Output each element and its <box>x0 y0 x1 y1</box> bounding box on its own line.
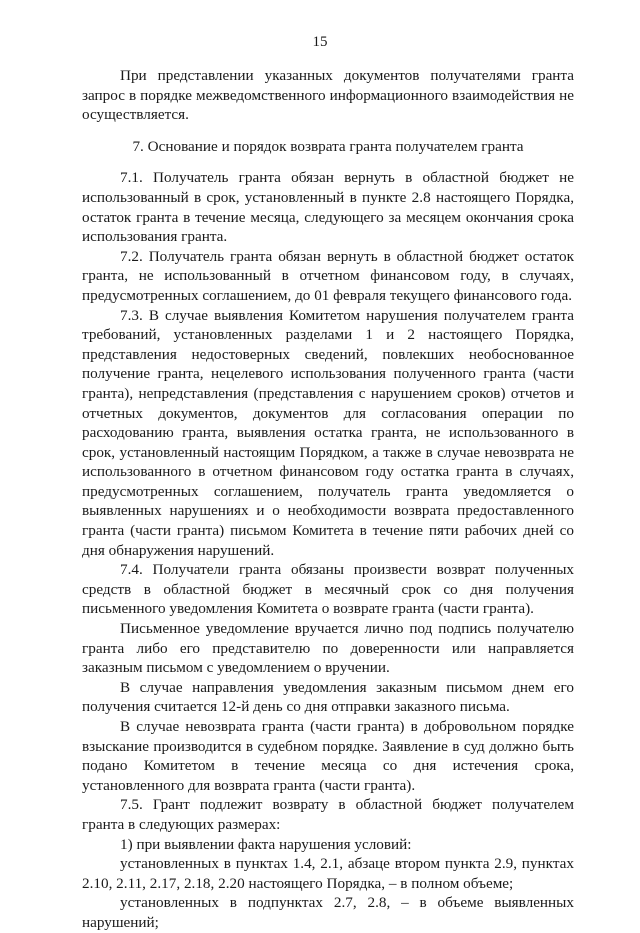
list-item-full: установленных в пунктах 1.4, 2.1, абзаце втором пункта 2.9, пунктах 2.10, 2.11, 2.17, 2.18, 2.20 настоящего Порядка, – в полном объеме; <box>82 855 574 892</box>
paragraph-intro: При представлении указанных документов получателями гранта запрос в порядке межведомственного информационного взаимодействия не осуществляется. <box>82 67 574 124</box>
paragraph-7-2: 7.2. Получатель гранта обязан вернуть в областной бюджет остаток гранта, не использованный в отчетном финансовом году, в случаях, предусмотренных соглашением, до 01 февраля текущего финансового года. <box>82 247 574 304</box>
document-body <box>82 66 574 933</box>
paragraph-notice: Письменное уведомление вручается лично под подпись получателю гранта либо его представителю по доверенности или направляется заказным письмом с уведомлением о вручении. <box>82 620 574 677</box>
section-heading: 7. Основание и порядок возврата гранта получателем гранта <box>132 137 524 155</box>
paragraph-7-1: 7.1. Получатель гранта обязан вернуть в областной бюджет не использованный в срок, установленный в пункте 2.8 настоящего Порядка, остаток гранта в течение месяца, следующего за месяцем окончания срока использования гранта. <box>82 169 574 246</box>
page-number: 15 <box>312 34 328 50</box>
paragraph-7-3: 7.3. В случае выявления Комитетом нарушения получателем гранта требований, установленных разделами 1 и 2 настоящего Порядка, представления недостоверных сведений, повлекших необоснованное получение гранта, нецелевого использования полученного гранта (части гранта), непредставления (представления с нарушением сроков) отчетов и отчетных документов, документов для согласования операции по расходованию гранта, выявления остатка гранта, не использованного в срок, установленный настоящим Порядком, а также в случае невозврата не использованного в отчетном финансовом году остатка гранта в случаях, предусмотренных соглашением, получатель гранта уведомляется о выявленных нарушениях и о необходимости возврата предоставленного гранта (части гранта) письмом Комитета в течение пяти рабочих дней со дня обнаружения нарушений. <box>82 306 574 559</box>
paragraph-7-4: 7.4. Получатели гранта обязаны произвести возврат полученных средств в областной бюджет в месячный срок со дня получения письменного уведомления Комитета о возврате гранта (части гранта). <box>82 561 574 618</box>
paragraph-7-5: 7.5. Грант подлежит возврату в областной бюджет получателем гранта в следующих размерах: <box>82 796 574 833</box>
list-item-partial: установленных в подпунктах 2.7, 2.8, – в объеме выявленных нарушений; <box>82 894 574 931</box>
paragraph-registered-mail: В случае направления уведомления заказным письмом днем его получения считается 12-й день со дня отправки заказного письма. <box>82 678 574 716</box>
list-item-1: 1) при выявлении факта нарушения условий: <box>120 835 412 853</box>
paragraph-court: В случае невозврата гранта (части гранта) в добровольном порядке взыскание производится в судебном порядке. Заявление в суд должно быть подано Комитетом в течение месяца со дня истечения срока, установленного для возврата гранта (части гранта). <box>82 718 574 794</box>
